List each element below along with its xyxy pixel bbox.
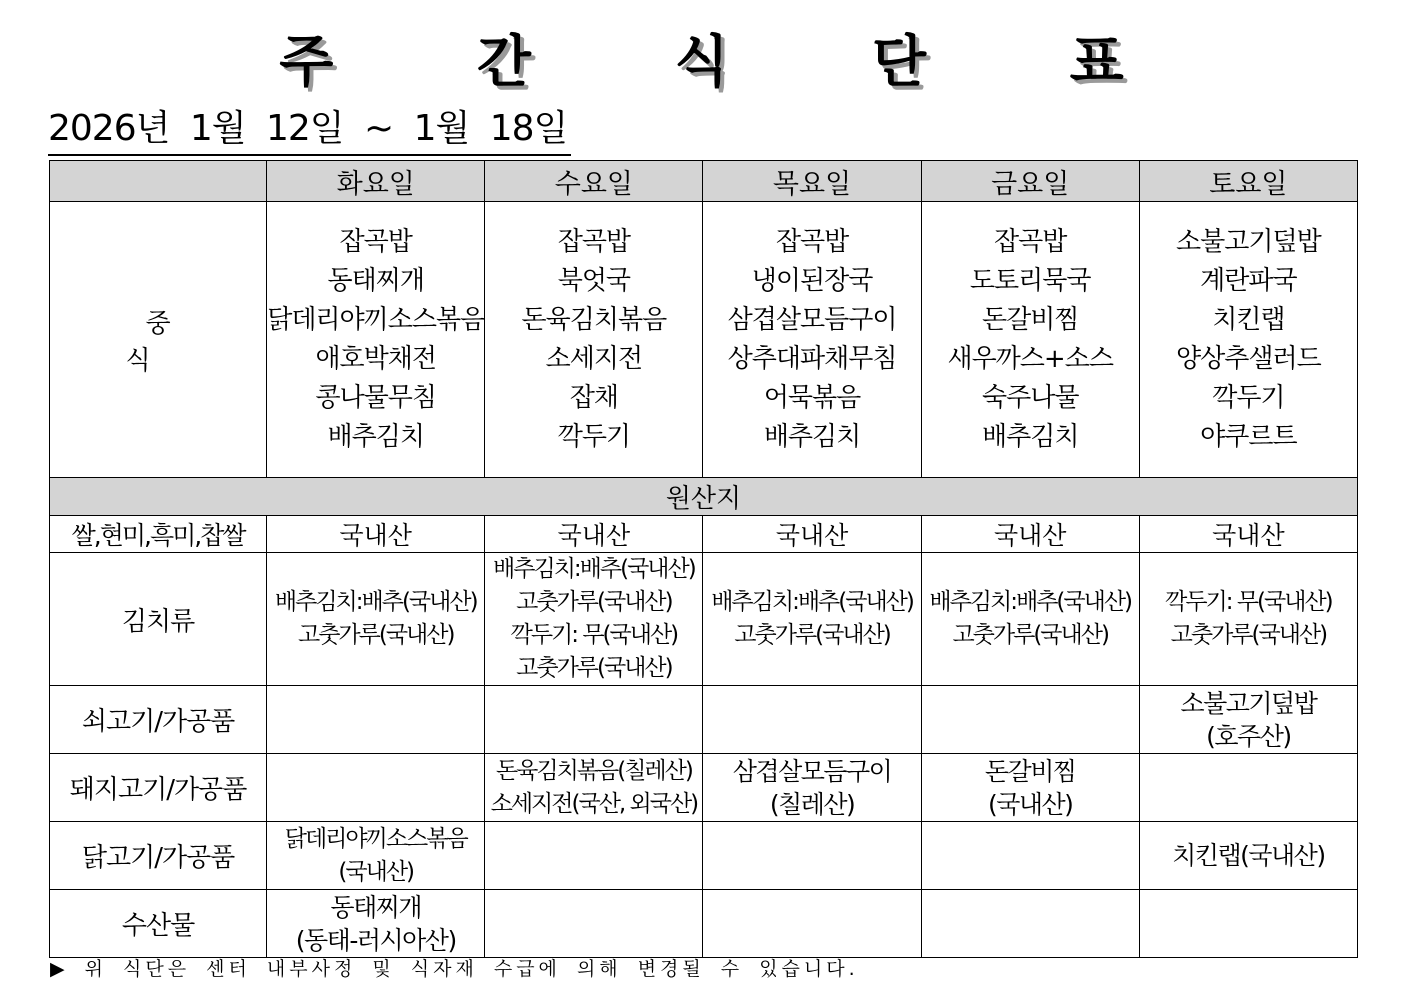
origin-cell (703, 754, 921, 822)
origin-cell (485, 754, 703, 822)
cell-line: 배추김치:배추(국내산) (274, 589, 477, 615)
day-header-row (50, 161, 1358, 202)
cell-line: 소불고기덮밥 (1176, 226, 1321, 257)
origin-cell (703, 553, 921, 686)
page-title: 주 간 식 단 표 (279, 30, 1186, 95)
cell-line: 깍두기: 무(국내산) (510, 622, 678, 648)
origin-row-kimchi (50, 553, 1358, 686)
cell-line: 잡곡밥 (339, 226, 412, 257)
origin-cell (703, 822, 921, 890)
cell-line: 잡곡밥 (557, 226, 631, 257)
origin-cell (485, 890, 703, 958)
origin-cell (267, 686, 485, 754)
cell-line: 돈갈비찜 (984, 756, 1076, 786)
origin-row-pork (50, 754, 1358, 822)
cell-line: 냉이된장국 (751, 265, 873, 296)
origin-row-rice (50, 516, 1358, 553)
cell-line: 새우까스+소스 (947, 343, 1113, 374)
cell-line: 동태찌개 (327, 265, 424, 296)
cell-line: 고춧가루(국내산) (734, 622, 890, 648)
origin-cell (485, 686, 703, 754)
cell-line: 숙주나물 (981, 382, 1079, 413)
day-header: 화요일 (267, 161, 485, 202)
day-header: 목요일 (703, 161, 921, 202)
cell-line: (국내산) (987, 789, 1073, 819)
cell-line: 소세지전(국산, 외국산) (490, 790, 698, 817)
weekly-menu-table (49, 160, 1358, 958)
cell-line: 돈육김치볶음(칠레산) (495, 757, 692, 784)
origin-header-row (50, 478, 1358, 516)
origin-label: 쇠고기/가공품 (50, 686, 267, 754)
origin-cell: 국내산 (1139, 516, 1357, 553)
origin-cell (267, 822, 485, 890)
origin-cell (485, 553, 703, 686)
meal-label: 중 식 (50, 202, 267, 478)
cell-line: 소세지전 (545, 343, 643, 374)
footnote: ▶ 위 식단은 센터 내부사정 및 식자재 수급에 의해 변경될 수 있습니다. (50, 958, 859, 980)
origin-label: 돼지고기/가공품 (50, 754, 267, 822)
origin-cell (921, 686, 1139, 754)
cell-line: 소불고기덮밥 (1180, 688, 1317, 718)
origin-row-beef (50, 686, 1358, 754)
cell-line: 양상추샐러드 (1176, 343, 1321, 374)
cell-line: 도토리묵국 (969, 265, 1091, 296)
origin-cell: 국내산 (485, 516, 703, 553)
day-header: 토요일 (1139, 161, 1357, 202)
cell-line: 어묵볶음 (763, 382, 861, 413)
origin-row-chicken (50, 822, 1358, 890)
origin-cell (485, 822, 703, 890)
origin-cell: 국내산 (267, 516, 485, 553)
corner-cell (50, 161, 267, 202)
origin-cell (1139, 890, 1357, 958)
origin-row-seafood (50, 890, 1358, 958)
cell-line: 계란파국 (1200, 265, 1297, 296)
cell-line: 잡채 (569, 382, 618, 413)
origin-cell (1139, 822, 1357, 890)
origin-label: 수산물 (50, 890, 267, 958)
menu-cell (703, 202, 921, 478)
cell-line: 배추김치 (981, 421, 1079, 452)
cell-line: 고춧가루(국내산) (297, 622, 454, 648)
day-header: 수요일 (485, 161, 703, 202)
cell-line: 깍두기 (1212, 382, 1285, 413)
cell-line: 돈육김치볶음 (521, 304, 667, 335)
origin-cell (921, 890, 1139, 958)
origin-title: 원산지 (50, 478, 1358, 516)
origin-cell (1139, 754, 1357, 822)
cell-line: 고춧가루(국내산) (952, 622, 1108, 648)
origin-cell: 국내산 (703, 516, 921, 553)
cell-line: 치킨랩 (1212, 304, 1285, 335)
cell-line: 삼겹살모듬구이 (732, 756, 892, 786)
cell-line: 닭데리야끼소스볶음 (284, 825, 467, 852)
cell-line: 배추김치 (763, 421, 861, 452)
cell-line: 돈갈비찜 (981, 304, 1079, 335)
menu-cell (485, 202, 703, 478)
origin-cell (921, 822, 1139, 890)
cell-line: 애호박채전 (315, 343, 437, 374)
cell-line: 야쿠르트 (1200, 421, 1297, 452)
cell-line: 고춧가루(국내산) (516, 655, 672, 681)
cell-line: 깍두기 (557, 421, 631, 452)
origin-cell (921, 754, 1139, 822)
cell-line: (동태-러시아산) (295, 925, 456, 955)
cell-line: 치킨랩(국내산) (1172, 841, 1325, 870)
origin-cell (267, 890, 485, 958)
cell-line: 상추대파채무침 (727, 343, 897, 374)
cell-line: 잡곡밥 (775, 226, 849, 257)
cell-line: 북엇국 (557, 265, 631, 296)
cell-line: 배추김치:배추(국내산) (929, 589, 1132, 615)
cell-line: 배추김치:배추(국내산) (711, 589, 913, 615)
cell-line: 깍두기: 무(국내산) (1165, 589, 1332, 615)
origin-label: 쌀,현미,흑미,찹쌀 (50, 516, 267, 553)
date-range: 2026년 1월 12일 ~ 1월 18일 (48, 104, 571, 156)
origin-cell (267, 754, 485, 822)
day-header: 금요일 (921, 161, 1139, 202)
cell-line: 동태찌개 (330, 892, 422, 922)
cell-line: 배추김치 (327, 421, 424, 452)
lunch-row (50, 202, 1358, 478)
origin-cell (1139, 686, 1357, 754)
origin-cell (921, 553, 1139, 686)
menu-cell (1139, 202, 1357, 478)
cell-line: 배추김치:배추(국내산) (493, 556, 695, 582)
origin-cell (703, 686, 921, 754)
origin-label: 김치류 (50, 553, 267, 686)
origin-cell (703, 890, 921, 958)
cell-line: 고춧가루(국내산) (1170, 622, 1327, 648)
origin-cell (267, 553, 485, 686)
origin-label: 닭고기/가공품 (50, 822, 267, 890)
menu-cell (267, 202, 485, 478)
cell-line: 콩나물무침 (315, 382, 437, 413)
origin-cell: 국내산 (921, 516, 1139, 553)
cell-line: 삼겹살모듬구이 (727, 304, 897, 335)
origin-cell (1139, 553, 1357, 686)
cell-line: 고춧가루(국내산) (516, 589, 672, 615)
cell-line: 닭데리야끼소스볶음 (267, 304, 485, 335)
cell-line: 잡곡밥 (994, 226, 1067, 257)
menu-cell (921, 202, 1139, 478)
cell-line: (국내산) (338, 858, 414, 885)
cell-line: (호주산) (1206, 721, 1291, 751)
cell-line: (칠레산) (769, 789, 855, 819)
